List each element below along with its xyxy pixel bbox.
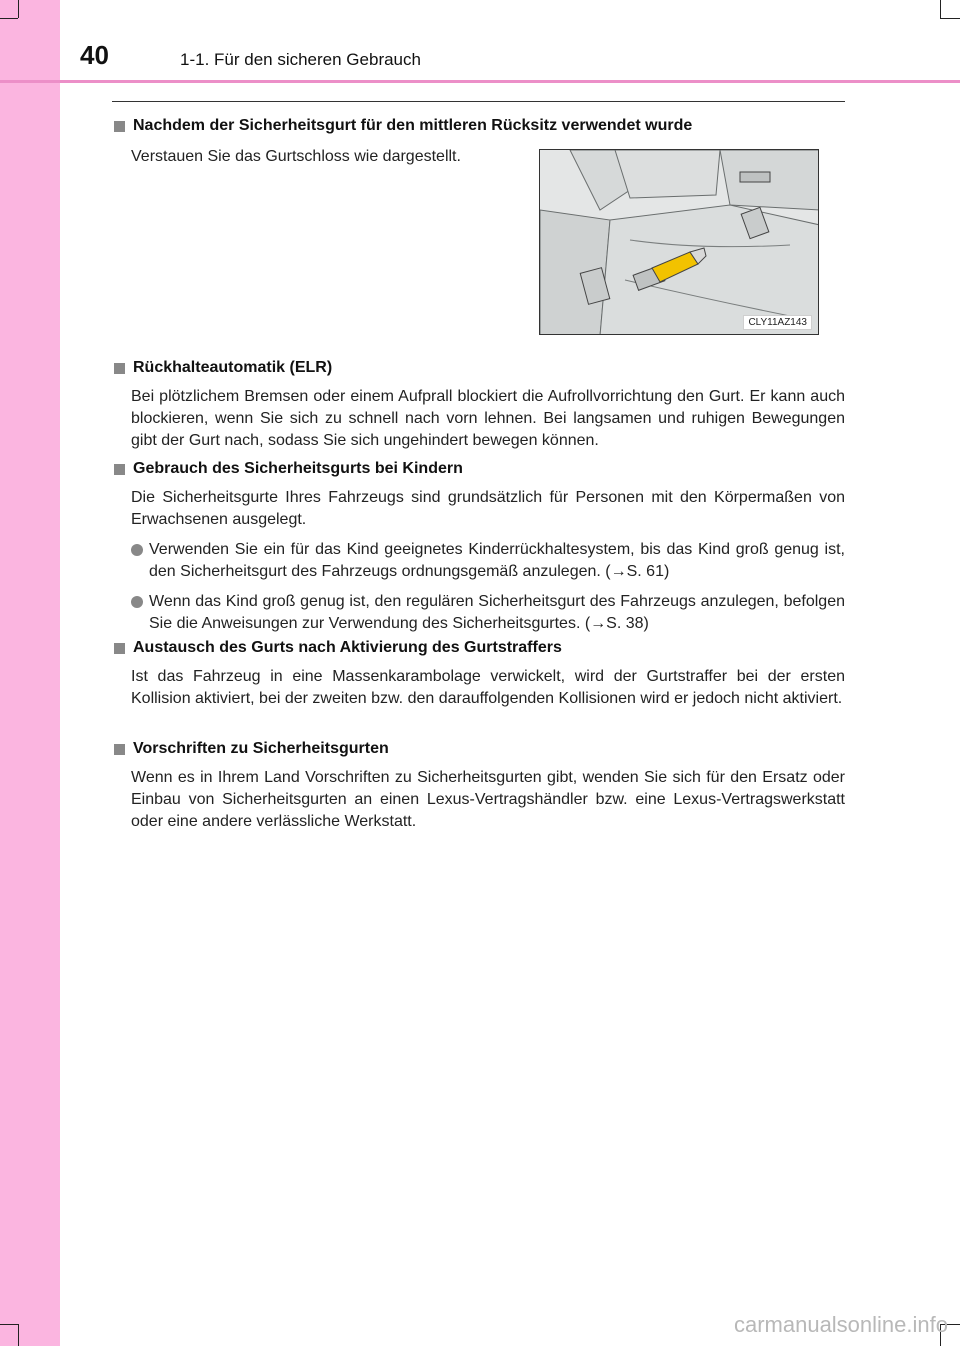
rear-seat-drawing xyxy=(540,150,819,335)
top-rule xyxy=(112,101,845,102)
page-number: 40 xyxy=(80,40,109,70)
square-bullet-icon xyxy=(114,121,125,132)
side-color-strip xyxy=(0,0,60,1346)
section-children xyxy=(112,458,845,635)
round-bullet-icon xyxy=(131,596,143,608)
section-elr xyxy=(112,357,845,452)
crop-mark xyxy=(940,0,941,18)
square-bullet-icon xyxy=(114,744,125,755)
section-title: Rückhalteautomatik (ELR) xyxy=(133,359,333,376)
section-text: Ist das Fahrzeug in eine Massenkarambolage verwickelt, wird der Gurtstraffer bei der ersten Kollision aktiviert, bei der zweiten bzw. den darauffolgenden Kollisionen wird er jedoch nicht aktiviert. xyxy=(131,668,845,707)
section-title: Austausch des Gurts nach Aktivierung des Gurtstraffers xyxy=(133,639,562,656)
section-regulations xyxy=(112,738,845,833)
section-title: Vorschriften zu Sicherheitsgurten xyxy=(133,740,389,757)
round-bullet-icon xyxy=(131,544,143,556)
section-pretensioner xyxy=(112,637,845,710)
watermark-text: carmanualsonline.info xyxy=(733,1312,948,1337)
crop-mark xyxy=(18,1324,19,1346)
section-title: Nachdem der Sicherheitsgurt für den mittleren Rücksitz verwendet wurde xyxy=(133,117,693,134)
section-text: Die Sicherheitsgurte Ihres Fahrzeugs sind grundsätzlich für Personen mit den Körpermaßen von Erwachsenen ausgelegt. xyxy=(131,489,845,528)
chapter-title: 1-1. Für den sicheren Gebrauch xyxy=(180,50,421,69)
square-bullet-icon xyxy=(114,464,125,475)
seat-buckle-illustration xyxy=(539,149,819,335)
section-text: Bei plötzlichem Bremsen oder einem Aufprall blockiert die Aufrollvorrichtung den Gurt. Er kann auch blockieren, wenn Sie sich zu schnell nach vorn lehnen. Bei langsamen und ruhigen Bewegungen gibt der Gurt nach, sodass Sie sich ungehindert bewegen können. xyxy=(131,388,845,449)
header-divider xyxy=(0,80,960,83)
figure-code: CLY11AZ143 xyxy=(743,315,812,330)
section-title: Gebrauch des Sicherheitsgurts bei Kindern xyxy=(133,460,463,477)
section-text: Verstauen Sie das Gurtschloss wie dargestellt. xyxy=(131,148,461,165)
square-bullet-icon xyxy=(114,363,125,374)
bullet-item: Wenn das Kind groß genug ist, den regulären Sicherheitsgurt des Fahrzeugs anzulegen, befolgen Sie die Anweisungen zur Verwendung des Sicherheitsgurtes. (→S. 38) xyxy=(131,591,845,635)
section-text: Wenn es in Ihrem Land Vorschriften zu Sicherheitsgurten gibt, wenden Sie sich für den Ersatz oder Einbau von Sicherheitsgurten an einen Lexus-Vertragshändler bzw. eine Lexus-Vertragswerkstatt oder eine andere verlässliche Werkstatt. xyxy=(131,769,845,830)
crop-mark xyxy=(0,1324,18,1325)
bullet-item: Verwenden Sie ein für das Kind geeignetes Kinderrückhaltesystem, bis das Kind groß genug ist, den Sicherheitsgurt des Fahrzeugs ordnungsgemäß anzulegen. (→S. 61) xyxy=(131,539,845,583)
square-bullet-icon xyxy=(114,643,125,654)
crop-mark xyxy=(18,0,19,18)
crop-mark xyxy=(0,18,18,19)
crop-mark xyxy=(940,18,960,19)
